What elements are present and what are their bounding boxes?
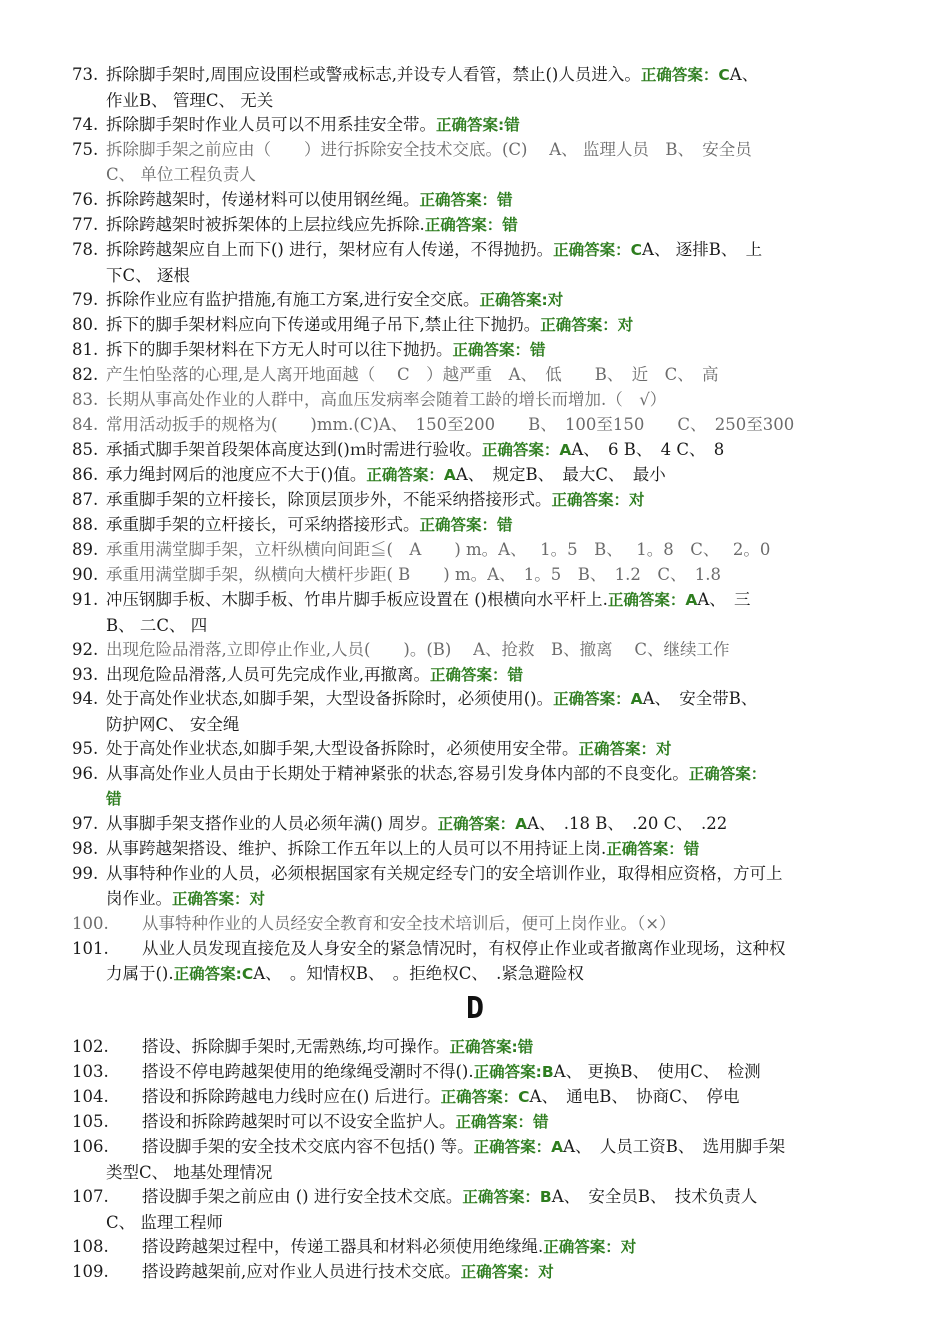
question-number: 98.	[72, 839, 99, 858]
question-text: 搭设脚手架的安全技术交底内容不包括() 等。	[142, 1137, 474, 1156]
question-number: 95.	[72, 739, 99, 758]
question-74	[72, 112, 892, 138]
answer-options: A、 规定B、 最大C、 最小	[455, 465, 666, 484]
question-number: 103.	[72, 1062, 109, 1081]
question-number: 96.	[72, 764, 99, 783]
question-99	[72, 861, 892, 912]
question-98	[72, 836, 892, 862]
answer-options: A、 。知情权B、 。拒绝权C、 .紧急避险权	[253, 964, 584, 983]
question-text: 从事特种作业的人员，必须根据国家有关规定经专门的安全培训作业，取得相应资格，方可上	[106, 864, 783, 883]
question-86	[72, 462, 892, 488]
answer-options: A、 安全带B、	[642, 689, 758, 708]
question-106	[72, 1134, 892, 1185]
question-number: 80.	[72, 315, 99, 334]
answer-options: A、 三	[697, 590, 751, 609]
question-text: 冲压钢脚手板、木脚手板、竹串片脚手板应设置在 ()根横向水平杆上.	[106, 590, 608, 609]
answer-label: 正确答案:	[173, 965, 242, 983]
answer-value: 错	[502, 216, 518, 234]
question-91	[72, 587, 892, 638]
question-96	[72, 761, 892, 812]
question-text: 搭设和拆除跨越电力线时应在() 后进行。	[142, 1087, 441, 1106]
answer-label: 正确答案：	[543, 1238, 621, 1256]
question-89	[72, 537, 892, 562]
question-75	[72, 137, 892, 187]
answer-label: 正确答案：	[460, 1263, 539, 1281]
question-number: 107.	[72, 1187, 109, 1206]
question-number: 92.	[72, 640, 99, 659]
answer-label: 正确答案：	[462, 1188, 540, 1206]
question-number: 77.	[72, 215, 99, 234]
answer-value: A	[515, 815, 528, 833]
answer-value: 对	[249, 890, 266, 908]
question-number: 97.	[72, 814, 99, 833]
answer-label: 正确答案：	[452, 341, 531, 359]
question-76	[72, 187, 892, 213]
question-text: 产生怕坠落的心理,是人离开地面越（ C ）越严重 A、 低 B、 近 C、 高	[106, 365, 719, 384]
question-78	[72, 237, 892, 288]
answer-value: A	[630, 690, 643, 708]
question-73	[72, 62, 892, 113]
answer-label: 正确答案：	[578, 740, 657, 758]
answer-value: A	[685, 591, 698, 609]
answer-value: A	[559, 441, 572, 459]
question-continuation: 岗作业。	[106, 889, 172, 908]
answer-options: A、 .18 B、 .20 C、 .22	[527, 814, 728, 833]
question-number: 73.	[72, 65, 99, 84]
question-number: 78.	[72, 240, 99, 259]
answer-value: 错	[504, 116, 520, 134]
answer-label: 正确答案：	[440, 1088, 519, 1106]
question-text: 拆除跨越架时被拆架体的上层拉线应先拆除.	[106, 215, 425, 234]
question-text: 搭设脚手架之前应由 () 进行安全技术交底。	[142, 1187, 463, 1206]
question-number: 91.	[72, 590, 99, 609]
question-109	[72, 1259, 892, 1285]
answer-value: C	[718, 66, 730, 84]
question-continuation: 类型C、 地基处理情况	[106, 1163, 273, 1182]
question-continuation: 力属于().	[106, 964, 174, 983]
question-108	[72, 1234, 892, 1260]
answer-label: 正确答案：	[419, 191, 498, 209]
answer-options: A、 通电B、 协商C、 停电	[529, 1087, 740, 1106]
question-number: 102.	[72, 1037, 109, 1056]
answer-label: 正确答案：	[366, 466, 444, 484]
question-79	[72, 287, 892, 313]
question-83	[72, 387, 892, 412]
question-number: 89.	[72, 540, 99, 559]
question-84	[72, 412, 892, 437]
answer-value: C	[630, 241, 643, 259]
question-number: 83.	[72, 390, 99, 409]
question-77	[72, 212, 892, 238]
answer-value: A	[551, 1138, 564, 1156]
question-87	[72, 487, 892, 513]
question-93	[72, 662, 892, 688]
answer-value: C	[241, 965, 254, 983]
answer-value: 错	[530, 341, 546, 359]
question-105	[72, 1109, 892, 1135]
answer-label: 正确答案：	[419, 516, 498, 534]
question-number: 93.	[72, 665, 99, 684]
question-90	[72, 562, 892, 587]
question-number: 82.	[72, 365, 99, 384]
answer-value: 错	[517, 1038, 534, 1056]
answer-options: A、 更换B、 使用C、 检测	[553, 1062, 761, 1081]
answer-options: A、 逐排B、 上	[642, 240, 763, 259]
question-82	[72, 362, 892, 387]
answer-options: A、 安全员B、 技术负责人	[551, 1187, 758, 1206]
answer-label: 正确答案：	[606, 840, 684, 858]
question-continuation: C、 单位工程负责人	[106, 165, 256, 184]
question-number: 106.	[72, 1137, 109, 1156]
answer-label: 正确答案：	[553, 241, 631, 259]
question-number: 94.	[72, 689, 99, 708]
question-95	[72, 736, 892, 762]
section-heading: D	[465, 991, 485, 1026]
question-text: 搭设跨越架过程中，传递工器具和材料必须使用绝缘绳.	[142, 1237, 544, 1256]
question-continuation: C、 监理工程师	[106, 1213, 223, 1232]
answer-label: 正确答案：	[607, 591, 686, 609]
question-number: 85.	[72, 440, 99, 459]
question-continuation: 防护网C、 安全绳	[106, 715, 240, 734]
answer-value: B	[541, 1063, 554, 1081]
question-number: 90.	[72, 565, 99, 584]
answer-label: 正确答案：	[553, 690, 631, 708]
answer-label: 正确答案：	[172, 890, 250, 908]
answer-label: 正确答案：	[455, 1113, 534, 1131]
question-number: 76.	[72, 190, 99, 209]
answer-label: 正确答案：	[424, 216, 503, 234]
answer-label: 正确答案：	[481, 441, 560, 459]
question-text: 拆除脚手架时,周围应设围栏或警戒标志,并设专人看管，禁止()人员进入。	[106, 65, 641, 84]
question-text: 出现危险品滑落,人员可先完成作业,再撤离。	[106, 665, 430, 684]
question-text: 承重用满堂脚手架，纵横向大横杆步距( B ) m。A、 1。5 B、 1.2 C、 1.8	[106, 565, 722, 584]
question-number: 86.	[72, 465, 99, 484]
answer-value: 对	[547, 291, 564, 309]
question-number: 99.	[72, 864, 99, 883]
question-92	[72, 637, 892, 662]
answer-label: 正确答案：	[437, 815, 516, 833]
question-text: 出现危险品滑落,立即停止作业,人员( )。(B) A、抢救 B、撤离 C、继续工作	[106, 640, 730, 659]
question-text: 承插式脚手架首段架体高度达到()ｍ时需进行验收。	[106, 440, 482, 459]
question-text: 承重用满堂脚手架，立杆纵横向间距≦( A ) m。A、 1。5 B、 1。8 C、 2。0	[106, 540, 771, 559]
answer-value: 错	[106, 790, 122, 808]
answer-value: 错	[497, 191, 513, 209]
question-number: 101.	[72, 939, 109, 958]
question-number: 100.	[72, 914, 109, 933]
question-text: 从事跨越架搭设、维护、拆除工作五年以上的人员可以不用持证上岗.	[106, 839, 607, 858]
question-number: 88.	[72, 515, 99, 534]
answer-value: 对	[620, 1238, 637, 1256]
answer-value: 错	[683, 840, 700, 858]
answer-value: 错	[533, 1113, 549, 1131]
question-continuation: 下C、 逐根	[106, 266, 190, 285]
question-text: 拆下的脚手架材料在下方无人时可以往下抛扔。	[106, 340, 453, 359]
answer-label: 正确答案:	[436, 116, 505, 134]
answer-value: 对	[538, 1263, 554, 1281]
question-continuation: 作业B、 管理C、 无关	[106, 91, 274, 110]
question-number: 79.	[72, 290, 99, 309]
question-text: 承力绳封网后的池度应不大于()值。	[106, 465, 367, 484]
question-number: 87.	[72, 490, 99, 509]
answer-label: 正确答案：	[688, 765, 767, 783]
answer-label: 正确答案：	[430, 666, 508, 684]
question-text: 拆除作业应有监护措施,有施工方案,进行安全交底。	[106, 290, 480, 309]
question-text: 常用活动扳手的规格为( )mm.(C)A、 150至200 B、 100至150 C、 250至300	[106, 415, 795, 434]
question-101	[72, 936, 892, 987]
question-number: 74.	[72, 115, 99, 134]
question-text: 搭设跨越架前,应对作业人员进行技术交底。	[142, 1262, 461, 1281]
question-81	[72, 337, 892, 363]
question-text: 从事特种作业的人员经安全教育和安全技术培训后，便可上岗作业。（×）	[142, 914, 676, 933]
answer-value: 错	[507, 666, 524, 684]
answer-value: 对	[656, 740, 672, 758]
answer-options: A、 6 B、 4 C、 8	[571, 440, 725, 459]
question-number: 84.	[72, 415, 99, 434]
question-100	[72, 911, 892, 936]
question-text: 搭设不停电跨越架使用的绝缘绳受潮时不得().	[142, 1062, 474, 1081]
answer-label: 正确答案:	[449, 1038, 518, 1056]
question-text: 拆除跨越架应自上而下() 进行，架材应有人传递，不得抛扔。	[106, 240, 554, 259]
question-80	[72, 312, 892, 338]
question-text: 从事高处作业人员由于长期处于精神紧张的状态,容易引发身体内部的不良变化。	[106, 764, 689, 783]
question-text: 承重脚手架的立杆接长，除顶层顶步外，不能采纳搭接形式。	[106, 490, 552, 509]
question-number: 104.	[72, 1087, 109, 1106]
question-number: 75.	[72, 140, 99, 159]
question-text: 长期从事高处作业的人群中，高血压发病率会随着工龄的增长而增加.（ √）	[106, 390, 667, 409]
question-text: 从事脚手架支搭作业的人员必须年满() 周岁。	[106, 814, 438, 833]
question-number: 109.	[72, 1262, 109, 1281]
question-number: 81.	[72, 340, 99, 359]
question-text: 搭设和拆除跨越架时可以不设安全监护人。	[142, 1112, 456, 1131]
answer-value: B	[539, 1188, 552, 1206]
answer-value: C	[518, 1088, 530, 1106]
answer-label: 正确答案:	[473, 1063, 542, 1081]
question-text: 处于高处作业状态,如脚手架，大型设备拆除时，必须使用()。	[106, 689, 554, 708]
question-107	[72, 1184, 892, 1235]
answer-label: 正确答案：	[473, 1138, 552, 1156]
question-text: 拆下的脚手架材料应向下传递或用绳子吊下,禁止往下抛扔。	[106, 315, 541, 334]
answer-options: A、 人员工资B、 选用脚手架	[563, 1137, 786, 1156]
question-88	[72, 512, 892, 538]
question-continuation: B、 二C、 四	[106, 616, 208, 635]
answer-value: 错	[497, 516, 513, 534]
question-102	[72, 1034, 892, 1060]
question-94	[72, 686, 892, 737]
question-number: 108.	[72, 1237, 109, 1256]
question-text: 拆除脚手架时作业人员可以不用系挂安全带。	[106, 115, 436, 134]
question-97	[72, 811, 892, 837]
question-text: 搭设、拆除脚手架时,无需熟练,均可操作。	[142, 1037, 450, 1056]
answer-value: A	[443, 466, 456, 484]
question-103	[72, 1059, 892, 1085]
answer-label: 正确答案:	[479, 291, 548, 309]
question-104	[72, 1084, 892, 1110]
answer-options: A、	[729, 65, 759, 84]
question-text: 从业人员发现直接危及人身安全的紧急情况时，有权停止作业或者撤离作业现场，这种权	[142, 939, 786, 958]
answer-label: 正确答案：	[540, 316, 618, 334]
answer-value: 对	[629, 491, 645, 509]
question-text: 拆除跨越架时，传递材料可以使用钢丝绳。	[106, 190, 420, 209]
question-text: 拆除脚手架之前应由（ ）进行拆除安全技术交底。(C) A、 监理人员 B、 安全员	[106, 140, 752, 159]
question-text: 承重脚手架的立杆接长，可采纳搭接形式。	[106, 515, 420, 534]
answer-value: 对	[617, 316, 634, 334]
question-number: 105.	[72, 1112, 109, 1131]
question-85	[72, 437, 892, 463]
answer-label: 正确答案：	[551, 491, 630, 509]
question-text: 处于高处作业状态,如脚手架,大型设备拆除时，必须使用安全带。	[106, 739, 579, 758]
answer-label: 正确答案：	[640, 66, 719, 84]
